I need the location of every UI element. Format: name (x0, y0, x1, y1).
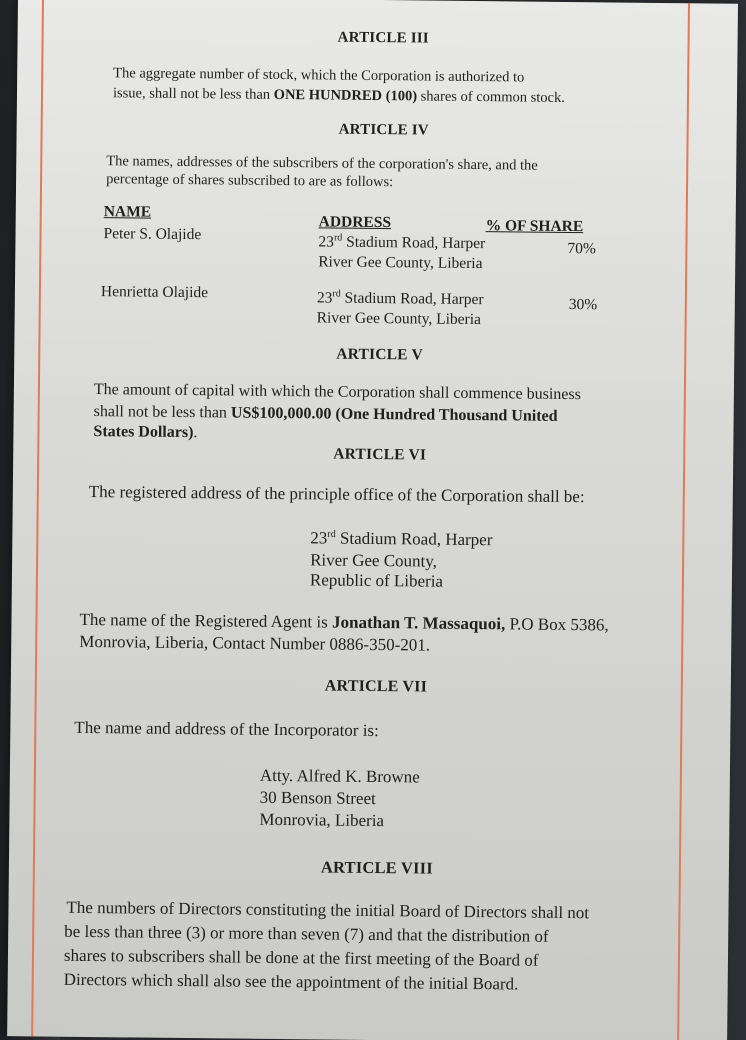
article-8-heading: ARTICLE VIII (320, 857, 434, 878)
incorporator-name: Atty. Alfred K. Browne (259, 765, 420, 787)
article-6-address-line-1 (310, 527, 492, 551)
article-4-line-1: The names, addresses of the subscribers of the corporation's share, and the (106, 153, 538, 174)
article-4-line-2: percentage of shares subscribed to are as follows: (106, 171, 394, 191)
document-page (7, 0, 738, 1040)
incorporator-city: Monrovia, Liberia (259, 809, 385, 831)
registered-agent-pre: The name of the Registered Agent is (79, 609, 333, 632)
column-header-name: NAME (103, 203, 152, 221)
document-content (7, 0, 738, 1040)
registered-agent-line-2: Monrovia, Liberia, Contact Number 0886-350-201. (79, 631, 431, 655)
subscriber-2-share: 30% (568, 296, 598, 314)
article-6-addr-street: Stadium Road, Harper (335, 528, 493, 550)
article-5-line-3 (93, 421, 197, 444)
article-3-line-2-pre: issue, shall not be less than (112, 85, 274, 103)
article-3-line-2-post: shares of common stock. (417, 88, 565, 106)
article-8-line-3: shares to subscribers shall be done at the first meeting of the Board of (63, 945, 539, 970)
article-5-heading: ARTICLE V (336, 345, 424, 364)
subscriber-1-address-line-1 (318, 233, 485, 253)
article-6-address-line-3: Republic of Liberia (309, 570, 444, 591)
registered-agent-post: P.O Box 5386, (505, 614, 609, 635)
subscriber-1-addr-num: 23 (318, 233, 335, 251)
article-6-line-1: The registered address of the principle office of the Corporation shall be: (88, 481, 585, 507)
article-5-line-2-pre: shall not be less than (93, 403, 232, 422)
article-5-line-3-post: . (193, 424, 198, 442)
article-3-line-2-bold: ONE HUNDRED (100) (273, 86, 418, 105)
subscriber-2-addr-street: Stadium Road, Harper (340, 289, 484, 309)
article-6-address-line-2: River Gee County, (310, 550, 438, 571)
subscriber-1-addr-street: Stadium Road, Harper (342, 233, 486, 253)
subscriber-1-share: 70% (567, 239, 596, 258)
registered-agent-name: Jonathan T. Massaquoi, (331, 612, 506, 634)
article-6-addr-sup: rd (327, 528, 336, 540)
subscriber-2-name: Henrietta Olajide (100, 283, 209, 302)
article-4-heading: ARTICLE IV (338, 121, 429, 139)
article-7-heading: ARTICLE VII (324, 677, 428, 696)
article-5-line-1: The amount of capital with which the Corporation shall commence business (93, 381, 581, 404)
article-3-line-1: The aggregate number of stock, which the Corporation is authorized to (113, 65, 525, 86)
article-5-line-3-bold: States Dollars) (93, 423, 194, 442)
article-5-line-2-bold: US$100,000.00 (One Hundred Thousand United (230, 404, 558, 425)
column-header-address: ADDRESS (318, 213, 392, 232)
article-8-line-2: be less than three (3) or more than seven (7) and that the distribution of (64, 921, 549, 946)
article-7-line-1: The name and address of the Incorporator is: (74, 717, 379, 741)
subscriber-1-name: Peter S. Olajide (103, 225, 202, 244)
subscriber-2-address-line-1 (317, 289, 484, 309)
subscriber-1-addr-sup: rd (333, 232, 343, 244)
incorporator-street: 30 Benson Street (259, 787, 376, 809)
subscriber-2-addr-sup: rd (332, 288, 341, 300)
article-6-heading: ARTICLE VI (333, 445, 427, 464)
article-8-line-4: Directors which shall also see the appointment of the initial Board. (63, 969, 519, 994)
article-6-addr-num: 23 (310, 528, 328, 548)
article-3-line-2 (113, 83, 565, 108)
article-3-heading: ARTICLE III (337, 29, 429, 47)
subscriber-2-address-line-2: River Gee County, Liberia (316, 309, 482, 329)
subscriber-1-address-line-2: River Gee County, Liberia (318, 253, 483, 273)
article-8-line-1: The numbers of Directors constituting the initial Board of Directors shall not (66, 897, 590, 923)
subscriber-2-addr-num: 23 (316, 289, 333, 307)
column-header-share: % OF SHARE (485, 217, 584, 236)
